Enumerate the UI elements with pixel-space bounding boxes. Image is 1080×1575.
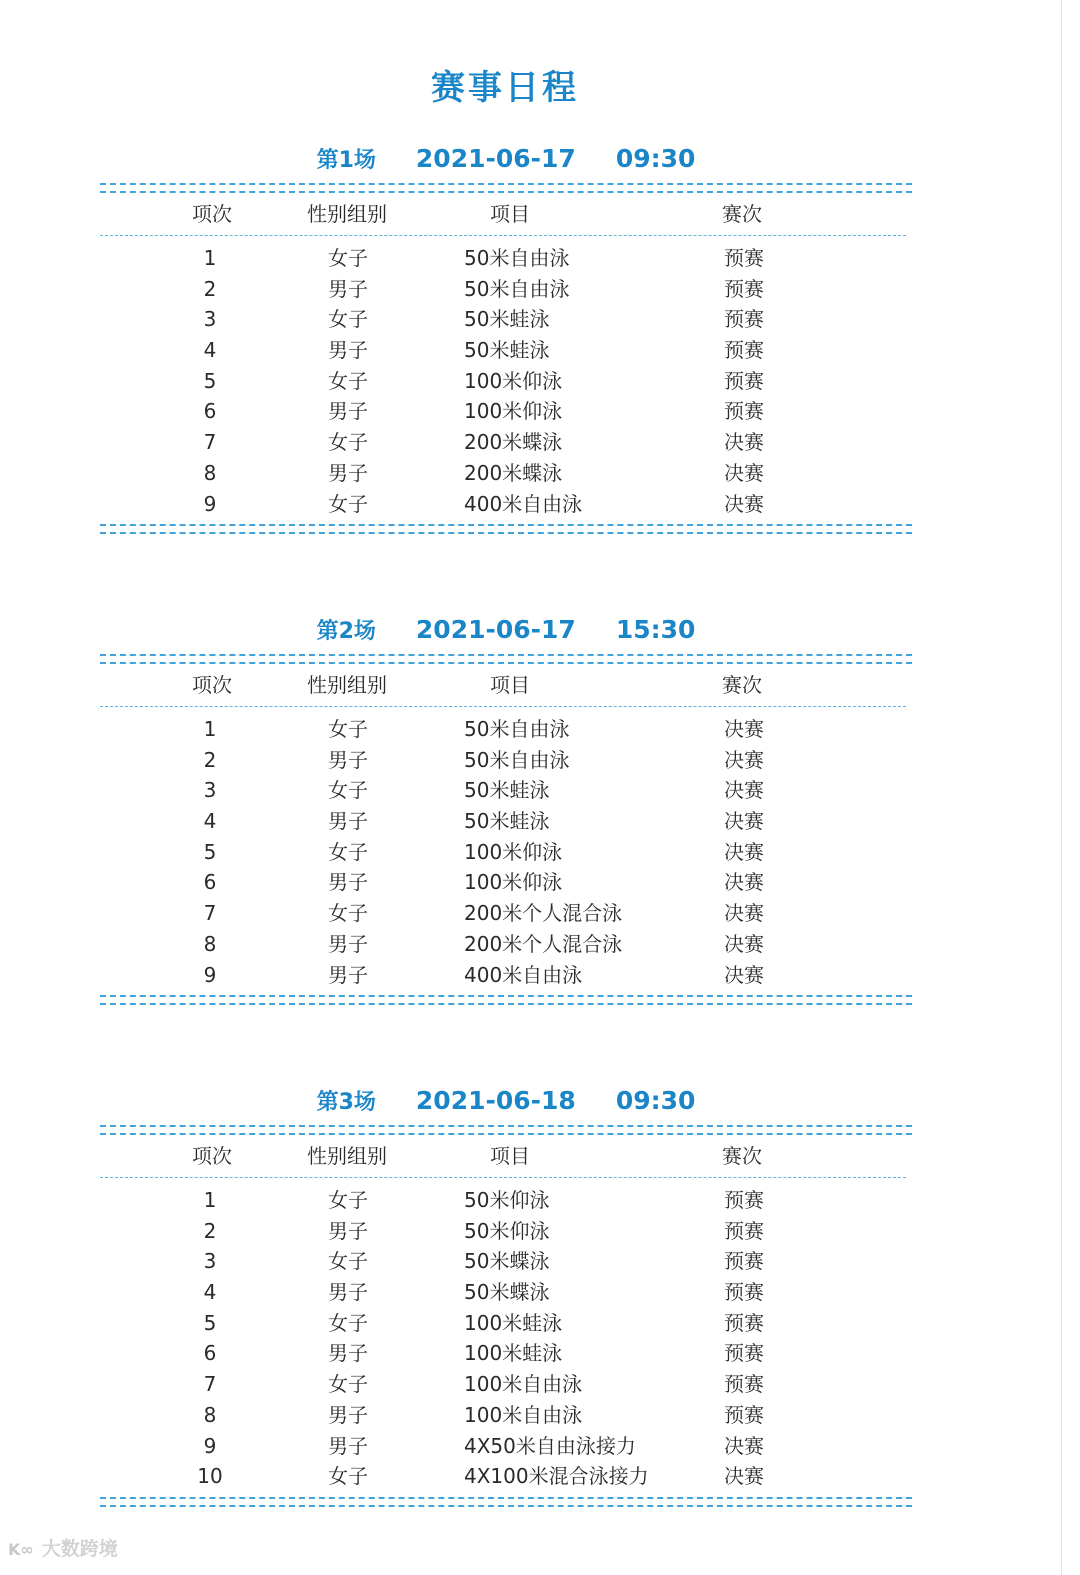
row-no: 2 [203,747,217,772]
row-round: 决赛 [724,717,764,741]
row-event: 4X50米自由泳接力 [464,1433,636,1458]
row-gender: 男子 [328,1218,368,1243]
row-round: 预赛 [724,1280,764,1305]
row-event: 50米自由泳 [464,276,570,301]
row-round: 预赛 [724,1249,764,1274]
row-event: 50米蛙泳 [464,307,550,332]
row-event: 50米仰泳 [464,1218,550,1243]
row-round: 预赛 [724,1188,764,1212]
session-header [100,133,912,183]
row-round: 决赛 [724,962,764,987]
table-row [100,427,912,458]
double-rule-top [100,1125,912,1135]
table-row [100,745,912,776]
session-header [100,604,912,654]
row-no: 6 [203,1341,217,1366]
row-no: 5 [203,839,217,864]
session-name: 第2场 [316,618,376,644]
row-gender: 男子 [328,1402,368,1427]
double-rule-top [100,654,912,664]
table-row [100,960,912,991]
row-no: 7 [203,430,217,455]
row-no: 9 [203,1433,217,1458]
session-header [100,1075,912,1125]
row-event: 50米蛙泳 [464,809,550,834]
row-gender: 男子 [328,1341,368,1366]
row-event: 100米自由泳 [464,1402,583,1427]
session-name: 第3场 [316,1089,376,1115]
watermark-logo: K∞ [8,1540,34,1559]
table-row [100,1308,912,1339]
row-round: 预赛 [724,1372,764,1397]
session-date: 2021-06-18 [415,1085,576,1115]
col-header-event: 项目 [490,202,530,226]
table-row [100,714,912,745]
row-no: 9 [203,491,217,516]
row-round: 决赛 [724,1464,764,1489]
row-event: 200米蝶泳 [464,430,563,455]
col-header-round: 赛次 [722,673,762,697]
session-date: 2021-06-17 [415,143,576,173]
row-event: 50米蝶泳 [464,1249,550,1274]
row-no: 5 [203,368,217,393]
table-row [100,366,912,397]
row-round: 决赛 [724,778,764,803]
row-round: 预赛 [724,338,764,363]
row-round: 决赛 [724,460,764,485]
row-no: 3 [203,307,217,332]
table-row [100,304,912,335]
table-row [100,929,912,960]
row-event: 100米蛙泳 [464,1310,563,1335]
table-row [100,243,912,274]
row-gender: 女子 [328,901,368,926]
row-gender: 女子 [328,307,368,332]
row-event: 200米个人混合泳 [464,931,623,956]
row-round: 预赛 [724,1402,764,1427]
row-event: 100米仰泳 [464,399,563,424]
col-header-round: 赛次 [722,1144,762,1168]
row-round: 决赛 [724,901,764,926]
row-event: 50米自由泳 [464,246,570,270]
row-event: 200米蝶泳 [464,460,563,485]
row-gender: 女子 [328,1464,368,1489]
row-gender: 女子 [328,368,368,393]
table-row [100,1369,912,1400]
row-event: 100米仰泳 [464,368,563,393]
col-header-round: 赛次 [722,202,762,226]
row-round: 预赛 [724,1218,764,1243]
row-gender: 女子 [328,1310,368,1335]
row-gender: 女子 [328,246,368,270]
row-no: 9 [203,962,217,987]
row-no: 2 [203,276,217,301]
table-row [100,837,912,868]
row-gender: 男子 [328,962,368,987]
row-event: 400米自由泳 [464,962,583,987]
row-round: 决赛 [724,809,764,834]
row-round: 决赛 [724,1433,764,1458]
col-header-event: 项目 [490,673,530,697]
col-header-no: 项次 [192,202,232,226]
table-row [100,335,912,366]
row-gender: 男子 [328,276,368,301]
row-event: 50米自由泳 [464,747,570,772]
row-no: 7 [203,901,217,926]
row-event: 50米自由泳 [464,717,570,741]
watermark-text: 大数跨境 [41,1538,118,1560]
row-gender: 女子 [328,1188,368,1212]
row-gender: 女子 [328,1249,368,1274]
session-time: 09:30 [615,143,696,173]
row-gender: 女子 [328,717,368,741]
col-header-gender: 性别组别 [307,202,387,226]
row-no: 4 [203,338,217,363]
table-header [100,193,912,235]
table-row [100,898,912,929]
row-round: 决赛 [724,430,764,455]
row-round: 预赛 [724,368,764,393]
row-round: 预赛 [724,399,764,424]
row-no: 10 [197,1464,223,1489]
table-row [100,806,912,837]
row-no: 4 [203,809,217,834]
col-header-gender: 性别组别 [307,673,387,697]
row-gender: 男子 [328,399,368,424]
row-gender: 男子 [328,1433,368,1458]
row-no: 1 [203,246,217,270]
row-gender: 女子 [328,491,368,516]
page-edge-divider [1061,0,1062,1575]
row-gender: 男子 [328,747,368,772]
row-event: 100米仰泳 [464,870,563,895]
row-round: 预赛 [724,307,764,332]
row-gender: 女子 [328,1372,368,1397]
row-gender: 男子 [328,460,368,485]
session-date: 2021-06-17 [415,614,576,644]
row-no: 1 [203,1188,217,1212]
col-header-no: 项次 [192,1144,232,1168]
col-header-event: 项目 [490,1144,530,1168]
row-event: 400米自由泳 [464,491,583,516]
row-round: 决赛 [724,491,764,516]
session-1 [100,133,912,534]
row-no: 1 [203,717,217,741]
row-no: 8 [203,931,217,956]
row-round: 决赛 [724,839,764,864]
row-event: 50米蛙泳 [464,338,550,363]
table-row [100,1338,912,1369]
row-no: 3 [203,1249,217,1274]
watermark [8,1534,118,1561]
table-row [100,1461,912,1492]
row-gender: 男子 [328,931,368,956]
row-round: 预赛 [724,276,764,301]
row-event: 200米个人混合泳 [464,901,623,926]
row-no: 2 [203,1218,217,1243]
table-row [100,1400,912,1431]
session-name: 第1场 [316,147,376,173]
row-round: 决赛 [724,870,764,895]
row-no: 5 [203,1310,217,1335]
table-row [100,1246,912,1277]
row-no: 8 [203,1402,217,1427]
col-header-gender: 性别组别 [307,1144,387,1168]
row-round: 预赛 [724,1341,764,1366]
table-row [100,1185,912,1216]
session-time: 15:30 [615,614,696,644]
table-row [100,396,912,427]
row-event: 100米自由泳 [464,1372,583,1397]
row-gender: 男子 [328,1280,368,1305]
row-event: 50米仰泳 [464,1188,550,1212]
row-event: 100米蛙泳 [464,1341,563,1366]
table-row [100,489,912,520]
session-2 [100,604,912,1005]
table-row [100,867,912,898]
page-title: 赛事日程 [431,68,579,108]
row-gender: 女子 [328,839,368,864]
row-no: 6 [203,870,217,895]
row-event: 50米蝶泳 [464,1280,550,1305]
table-row [100,1431,912,1462]
row-event: 100米仰泳 [464,839,563,864]
row-no: 4 [203,1280,217,1305]
row-gender: 女子 [328,778,368,803]
table-row [100,1277,912,1308]
row-no: 3 [203,778,217,803]
row-no: 8 [203,460,217,485]
row-event: 4X100米混合泳接力 [464,1464,649,1489]
double-rule-bottom [100,995,912,1005]
session-time: 09:30 [615,1085,696,1115]
double-rule-bottom [100,524,912,534]
table-header [100,664,912,706]
session-3 [100,1075,912,1507]
row-round: 预赛 [724,246,764,270]
table-row [100,1216,912,1247]
table-header [100,1135,912,1177]
row-gender: 男子 [328,338,368,363]
table-row [100,274,912,305]
row-gender: 男子 [328,870,368,895]
row-no: 7 [203,1372,217,1397]
double-rule-top [100,183,912,193]
row-no: 6 [203,399,217,424]
row-event: 50米蛙泳 [464,778,550,803]
row-gender: 男子 [328,809,368,834]
row-round: 决赛 [724,931,764,956]
double-rule-bottom [100,1497,912,1507]
row-round: 决赛 [724,747,764,772]
col-header-no: 项次 [192,673,232,697]
row-gender: 女子 [328,430,368,455]
table-row [100,775,912,806]
table-row [100,458,912,489]
row-round: 预赛 [724,1310,764,1335]
